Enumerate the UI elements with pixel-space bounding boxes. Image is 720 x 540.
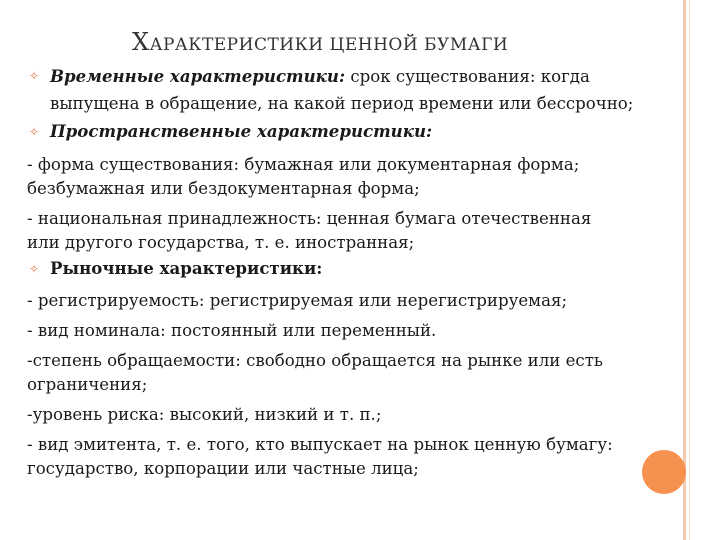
risk-line: -уровень риска: высокий, низкий и т. п.; — [27, 405, 382, 424]
circ-line-1: -степень обращаемости: свободно обращается на рынке или есть — [27, 351, 603, 370]
nation-line-1: - национальная принадлежность: ценная бумага отечественная — [27, 209, 592, 228]
bullet-spatial-head-text: Пространственные характеристики: — [50, 121, 433, 141]
issuer-line-2: государство, корпорации или частные лица; — [27, 459, 419, 478]
bullet-temporal-tail: срок существования: когда — [345, 67, 590, 86]
bullet-spatial-head — [50, 118, 432, 145]
title-first-letter: Х — [132, 28, 150, 56]
bullet-temporal-line2: выпущена в обращение, на какой период времени или бессрочно; — [50, 94, 634, 113]
slide-frame-line-inner — [689, 0, 690, 540]
form-line-2: безбумажная или бездокументарная форма; — [27, 179, 420, 198]
reg-line: - регистрируемость: регистрируемая или нерегистрируемая; — [27, 291, 568, 310]
hollow-diamond-bullet-icon: ✧ — [29, 125, 40, 139]
circ-line-2: ограничения; — [27, 375, 148, 394]
nation-line-2: или другого государства, т. е. иностранная; — [27, 233, 415, 252]
slide-frame-line — [683, 0, 686, 540]
slide-title — [132, 28, 508, 56]
decorative-orange-circle — [642, 450, 686, 494]
bullet-temporal-line1 — [50, 63, 590, 90]
bullet-market-head — [50, 255, 322, 282]
bullet-market-head-text: Рыночные характеристики: — [50, 258, 323, 278]
nominal-line: - вид номинала: постоянный или переменный. — [27, 321, 437, 340]
form-line-1: - форма существования: бумажная или документарная форма; — [27, 155, 580, 174]
issuer-line-1: - вид эмитента, т. е. того, кто выпускает на рынок ценную бумагу: — [27, 435, 613, 454]
hollow-diamond-bullet-icon: ✧ — [29, 69, 40, 83]
bullet-temporal-head: Временные характеристики: — [50, 66, 346, 86]
hollow-diamond-bullet-icon: ✧ — [29, 262, 40, 276]
title-rest: АРАКТЕРИСТИКИ ЦЕННОЙ БУМАГИ — [149, 35, 509, 55]
